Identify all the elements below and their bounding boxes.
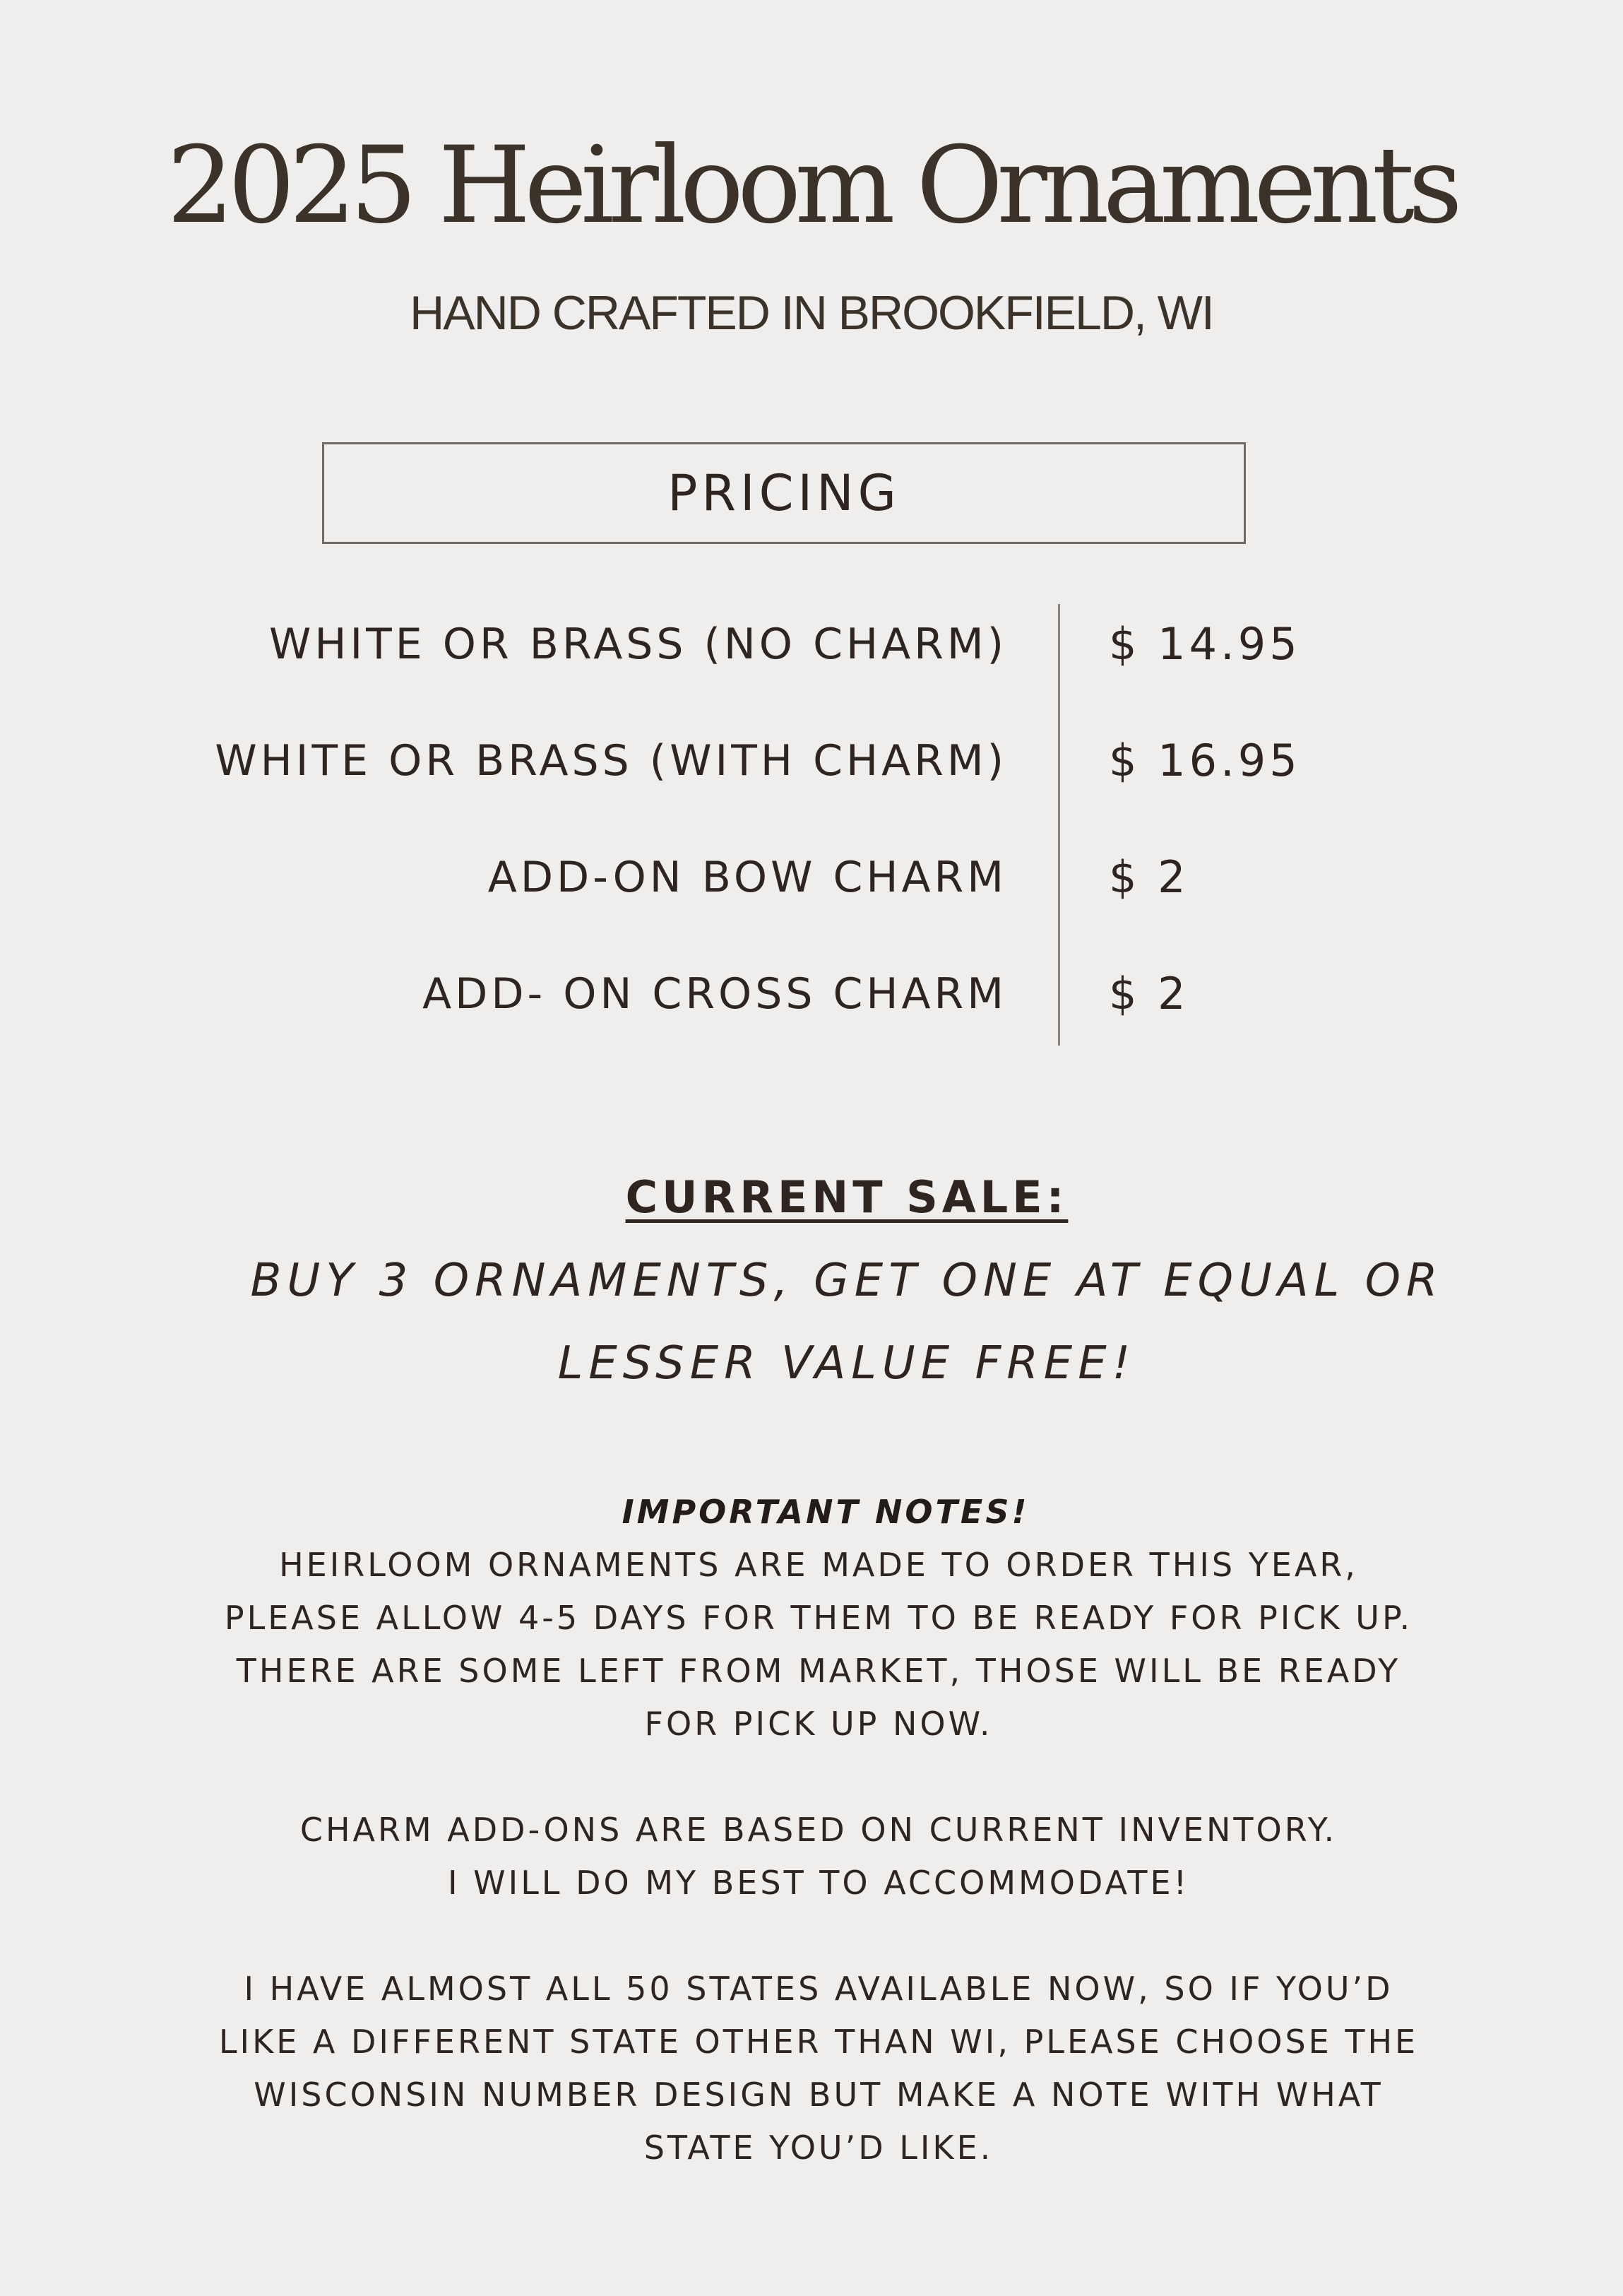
price-item-label: ADD- ON CROSS CHARM: [422, 969, 1007, 1019]
pricing-heading-box: [322, 442, 1246, 544]
notes-heading: IMPORTANT NOTES!: [622, 1493, 1030, 1531]
note-line: I WILL DO MY BEST TO ACCOMMODATE!: [447, 1864, 1190, 1902]
price-item-label: ADD-ON BOW CHARM: [487, 853, 1007, 902]
price-row: [0, 842, 1623, 913]
pricing-heading: PRICING: [667, 464, 900, 522]
notes-body: [0, 1539, 1623, 2174]
sale-line: BUY 3 ORNAMENTS, GET ONE AT EQUAL OR: [250, 1255, 1444, 1307]
note-line: I HAVE ALMOST ALL 50 STATES AVAILABLE NOW, SO IF YOU’D: [244, 1970, 1393, 2008]
note-line: LIKE A DIFFERENT STATE OTHER THAN WI, PLEASE CHOOSE THE: [218, 2023, 1419, 2061]
sale-line: LESSER VALUE FREE!: [557, 1337, 1136, 1390]
price-row: [0, 726, 1623, 796]
paragraph-spacer: [0, 1910, 1623, 1963]
price-item-value: $ 2: [1109, 968, 1189, 1019]
note-line: FOR PICK UP NOW.: [644, 1705, 993, 1743]
sale-heading: CURRENT SALE:: [625, 1171, 1069, 1223]
note-line: WISCONSIN NUMBER DESIGN BUT MAKE A NOTE WITH WHAT: [254, 2076, 1384, 2114]
note-line: PLEASE ALLOW 4-5 DAYS FOR THEM TO BE READY FOR PICK UP.: [224, 1599, 1413, 1637]
paragraph-spacer: [0, 1751, 1623, 1804]
price-row: [0, 959, 1623, 1029]
page-subtitle: HAND CRAFTED IN BROOKFIELD, WI: [410, 286, 1213, 340]
price-item-value: $ 16.95: [1109, 735, 1301, 786]
note-line: HEIRLOOM ORNAMENTS ARE MADE TO ORDER THIS YEAR,: [279, 1546, 1358, 1584]
price-row: [0, 609, 1623, 680]
price-item-value: $ 14.95: [1109, 618, 1301, 670]
sale-description: [0, 1240, 1623, 1405]
price-item-label: WHITE OR BRASS (WITH CHARM): [215, 736, 1007, 786]
price-item-label: WHITE OR BRASS (NO CHARM): [269, 620, 1007, 669]
note-line: CHARM ADD-ONS ARE BASED ON CURRENT INVENTORY.: [299, 1811, 1338, 1849]
note-line: STATE YOU’D LIKE.: [643, 2129, 994, 2167]
page-title: 2025 Heirloom Ornaments: [167, 124, 1456, 247]
note-line: THERE ARE SOME LEFT FROM MARKET, THOSE WILL BE READY: [236, 1652, 1401, 1690]
price-item-value: $ 2: [1109, 851, 1189, 903]
